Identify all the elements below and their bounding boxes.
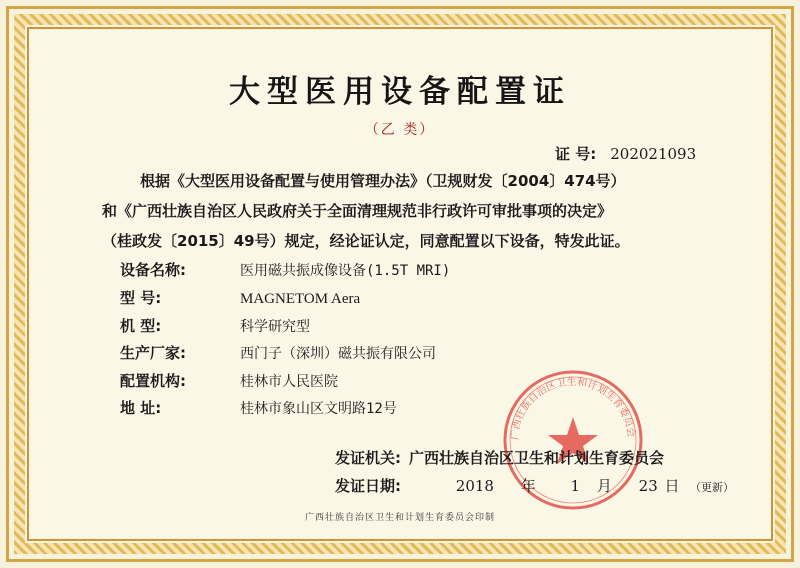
issue-date (335, 475, 680, 496)
model-value: MAGNETOM Aera (240, 291, 361, 307)
issue-day-unit: 日 (664, 477, 680, 495)
device-name-label: 设备名称: (120, 261, 186, 279)
model-label: 型 号: (120, 289, 162, 307)
issue-day: 23 (638, 477, 658, 495)
certificate-class: （乙 类） (364, 122, 436, 138)
type-label: 机 型: (120, 317, 162, 335)
manufacturer-value: 西门子（深圳）磁共振有限公司 (240, 346, 436, 362)
certificate-title: 大型医用设备配置证 (229, 74, 571, 110)
printer-note: 广西壮族自治区卫生和计划生育委员会印制 (304, 513, 495, 523)
institution-label: 配置机构: (120, 372, 186, 390)
manufacturer-label: 生产厂家: (120, 344, 186, 362)
issuer-value: 广西壮族自治区卫生和计划生育委员会 (409, 449, 665, 467)
issuer (335, 447, 664, 468)
basis-line-1: 根据《大型医用设备配置与使用管理办法》（卫规财发〔2004〕474号） (140, 172, 626, 190)
certificate-number (555, 143, 696, 164)
type-row (120, 315, 310, 336)
address-label: 地 址: (120, 399, 162, 417)
issuer-label: 发证机关: (335, 449, 401, 467)
issue-month-unit: 月 (596, 477, 612, 495)
model-row (120, 287, 360, 308)
institution-row (120, 370, 338, 391)
institution-value: 桂林市人民医院 (240, 374, 338, 390)
type-value: 科学研究型 (240, 319, 310, 335)
issue-year: 2018 (455, 477, 494, 495)
device-name-value: 医用磁共振成像设备(1.5T MRI) (240, 263, 451, 279)
manufacturer-row (120, 342, 436, 363)
renew-note: （更新） (690, 481, 734, 494)
issue-year-unit: 年 (520, 477, 536, 495)
issue-date-label: 发证日期: (335, 477, 401, 495)
device-name-row (120, 259, 450, 280)
basis-line-2: 和《广西壮族自治区人民政府关于全面清理规范非行政许可审批事项的决定》 (102, 202, 613, 220)
address-value: 桂林市象山区文明路12号 (240, 401, 397, 417)
certificate-number-value: 202021093 (610, 145, 697, 163)
certificate-number-label: 证 号: (555, 145, 597, 163)
issue-month: 1 (570, 477, 581, 495)
address-row (120, 397, 397, 418)
basis-line-3: （桂政发〔2015〕49号）规定，经论证认定，同意配置以下设备，特发此证。 (102, 232, 630, 250)
seal-text: 广西壮族自治区卫生和计划生育委员会 (509, 376, 637, 441)
